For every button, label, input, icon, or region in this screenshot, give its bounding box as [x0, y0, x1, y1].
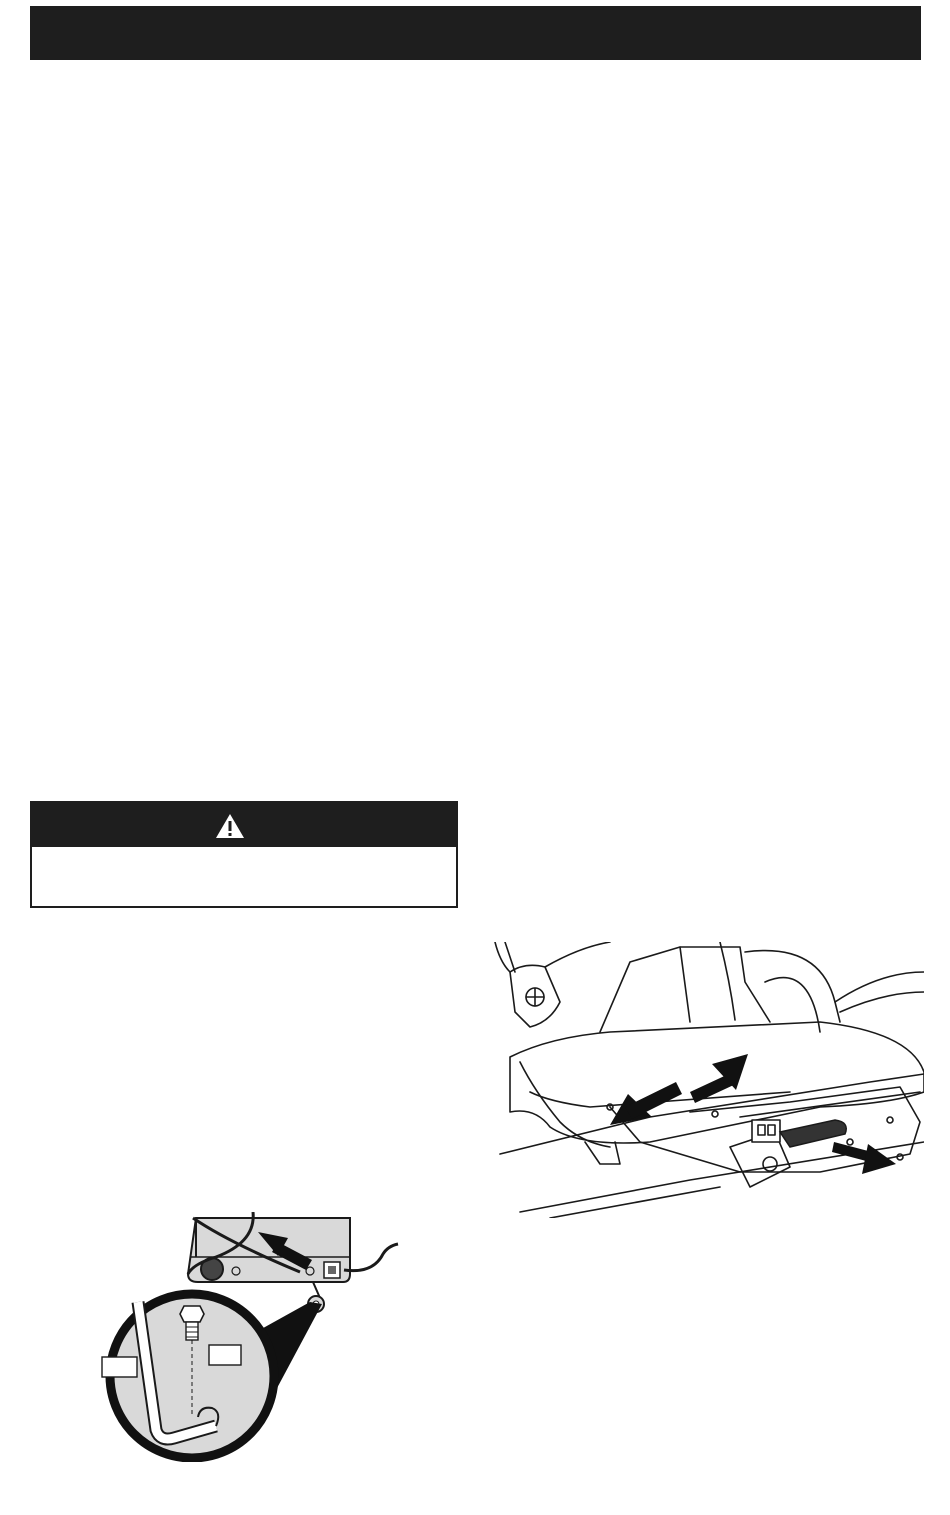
- blade-guard-slide-illustration: [490, 942, 924, 1218]
- miter-lock-adjustment-illustration: [88, 1212, 408, 1462]
- warning-triangle-icon: [215, 813, 245, 839]
- warning-box: [30, 801, 458, 908]
- double-arrow-icon: [610, 1054, 748, 1125]
- right-arrow-icon: [832, 1142, 896, 1174]
- page-header-title: [30, 6, 921, 60]
- warning-header: [32, 803, 456, 847]
- page-header-bar: [30, 6, 921, 60]
- warning-text: [40, 855, 448, 899]
